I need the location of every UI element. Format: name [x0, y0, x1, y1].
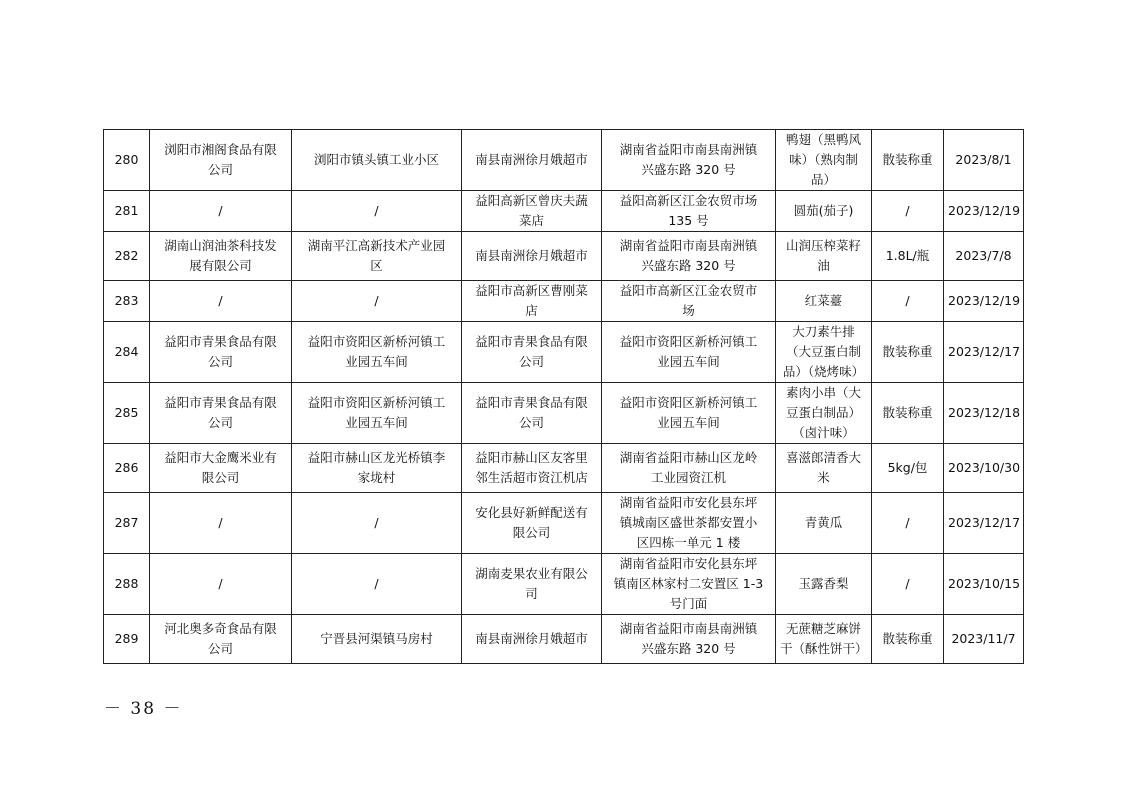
cell-date	[944, 493, 1024, 554]
cell-line: 公司	[207, 415, 233, 430]
cell-product	[776, 322, 872, 383]
cell-producer	[150, 281, 292, 322]
cell-date	[944, 281, 1024, 322]
cell-line: （卤汁味）	[792, 425, 855, 440]
cell-line: 青黄瓜	[804, 515, 843, 530]
cell-producer-address	[292, 232, 462, 281]
cell-line: 展有限公司	[189, 258, 252, 273]
cell-line: 散装称重	[882, 152, 933, 167]
cell-line: 湖南省益阳市安化县东坪	[619, 495, 758, 510]
cell-number: 283	[104, 281, 150, 322]
cell-line: 大刀素牛排	[792, 324, 855, 339]
sampling-table	[103, 129, 1024, 664]
cell-producer	[150, 554, 292, 615]
cell-line: 喜滋郎清香大	[785, 450, 861, 465]
cell-seller	[462, 281, 602, 322]
cell-producer-address	[292, 554, 462, 615]
cell-seller-address	[602, 444, 776, 493]
cell-line: 场	[682, 303, 695, 318]
cell-line: 工业园资江机	[650, 470, 726, 485]
cell-line: 散装称重	[882, 344, 933, 359]
cell-line: /	[374, 515, 379, 530]
cell-date	[944, 615, 1024, 664]
cell-spec	[872, 130, 944, 191]
table-row	[104, 232, 1024, 281]
cell-line: 湖南山润油茶科技发	[164, 238, 277, 253]
cell-line: 2023/8/1	[955, 152, 1012, 167]
cell-line: 鸭翅（黑鸭风	[785, 132, 861, 147]
cell-seller-address	[602, 232, 776, 281]
cell-line: 湖南省益阳市南县南洲镇	[619, 621, 758, 636]
cell-line: 浏阳市湘阁食品有限	[164, 142, 277, 157]
cell-producer-address	[292, 322, 462, 383]
cell-line: 2023/12/17	[948, 515, 1021, 530]
cell-seller-address	[602, 554, 776, 615]
cell-line: 益阳高新区江金农贸市场	[619, 193, 758, 208]
cell-producer-address	[292, 493, 462, 554]
cell-spec	[872, 322, 944, 383]
cell-line: 益阳市青果食品有限	[475, 395, 588, 410]
cell-line: 2023/12/19	[948, 293, 1021, 308]
cell-line: 号门面	[669, 596, 708, 611]
cell-product	[776, 493, 872, 554]
cell-producer-address	[292, 130, 462, 191]
cell-line: 公司	[207, 641, 233, 656]
cell-line: 河北奥多奇食品有限	[164, 621, 277, 636]
cell-date	[944, 322, 1024, 383]
cell-line: 益阳市高新区曹刚菜	[475, 283, 588, 298]
cell-line: 2023/7/8	[955, 248, 1012, 263]
cell-line: 2023/10/15	[948, 576, 1021, 591]
cell-line: 限公司	[201, 470, 240, 485]
cell-line: 业园五车间	[345, 415, 408, 430]
cell-product	[776, 232, 872, 281]
cell-seller-address	[602, 615, 776, 664]
cell-producer	[150, 493, 292, 554]
cell-line: 益阳市资阳区新桥河镇工	[307, 395, 446, 410]
cell-seller	[462, 191, 602, 232]
cell-line: 司	[525, 586, 538, 601]
cell-line: 益阳高新区曾庆夫蔬	[475, 193, 588, 208]
cell-line: 镇城南区盛世茶都安置小	[619, 515, 758, 530]
cell-line: 益阳市赫山区友客里	[475, 450, 588, 465]
cell-spec	[872, 444, 944, 493]
cell-line: 油	[817, 258, 830, 273]
cell-line: 山润压榨菜籽	[785, 238, 861, 253]
cell-line: 安化县好新鲜配送有	[475, 505, 588, 520]
table-row	[104, 130, 1024, 191]
cell-line: 南县南洲徐月娥超市	[475, 248, 588, 263]
cell-seller	[462, 232, 602, 281]
cell-producer	[150, 444, 292, 493]
cell-date	[944, 444, 1024, 493]
cell-line: 益阳市高新区江金农贸市	[619, 283, 758, 298]
table-row	[104, 615, 1024, 664]
cell-seller-address	[602, 281, 776, 322]
cell-line: 135 号	[668, 213, 709, 228]
cell-number: 287	[104, 493, 150, 554]
cell-line: 干（酥性饼干）	[780, 641, 868, 656]
cell-line: 家垅村	[357, 470, 396, 485]
cell-line: 湖南省益阳市安化县东坪	[619, 556, 758, 571]
cell-seller-address	[602, 130, 776, 191]
cell-line: 散装称重	[882, 631, 933, 646]
cell-line: /	[218, 203, 223, 218]
cell-producer-address	[292, 383, 462, 444]
cell-line: /	[374, 576, 379, 591]
cell-line: /	[905, 515, 910, 530]
cell-producer	[150, 322, 292, 383]
cell-number: 286	[104, 444, 150, 493]
cell-spec	[872, 281, 944, 322]
cell-number: 288	[104, 554, 150, 615]
cell-line: 素肉小串（大	[785, 385, 861, 400]
cell-line: 品）（烧烤味）	[782, 364, 865, 379]
cell-line: 益阳市资阳区新桥河镇工	[619, 395, 758, 410]
cell-date	[944, 232, 1024, 281]
table-row	[104, 322, 1024, 383]
cell-line: 益阳市赫山区龙光桥镇李	[307, 450, 446, 465]
cell-seller	[462, 444, 602, 493]
cell-line: 湖南平江高新技术产业园	[307, 238, 446, 253]
cell-product	[776, 554, 872, 615]
page-number: － 38 －	[104, 699, 183, 719]
cell-date	[944, 383, 1024, 444]
cell-product	[776, 615, 872, 664]
cell-product	[776, 191, 872, 232]
cell-line: 圆茄(茄子)	[793, 203, 854, 218]
cell-line: 浏阳市镇头镇工业小区	[313, 152, 439, 167]
table-row	[104, 554, 1024, 615]
cell-seller	[462, 493, 602, 554]
cell-line: 益阳市资阳区新桥河镇工	[307, 334, 446, 349]
cell-line: 菜店	[518, 213, 544, 228]
cell-line: 南县南洲徐月娥超市	[475, 631, 588, 646]
cell-seller-address	[602, 322, 776, 383]
cell-line: 兴盛东路 320 号	[641, 258, 736, 273]
cell-number: 282	[104, 232, 150, 281]
cell-line: 益阳市资阳区新桥河镇工	[619, 334, 758, 349]
cell-line: 邻生活超市资江机店	[475, 470, 588, 485]
cell-line: 红菜薹	[804, 293, 843, 308]
cell-line: /	[905, 576, 910, 591]
cell-line: 公司	[207, 354, 233, 369]
cell-line: 品）	[810, 172, 836, 187]
cell-number: 284	[104, 322, 150, 383]
cell-producer-address	[292, 281, 462, 322]
cell-seller-address	[602, 493, 776, 554]
cell-line: 2023/12/17	[948, 344, 1021, 359]
cell-spec	[872, 493, 944, 554]
cell-producer	[150, 232, 292, 281]
cell-line: 业园五车间	[657, 354, 720, 369]
cell-line: 业园五车间	[657, 415, 720, 430]
cell-spec	[872, 383, 944, 444]
cell-seller	[462, 130, 602, 191]
table-row	[104, 493, 1024, 554]
cell-line: 味）（熟肉制	[789, 152, 858, 167]
cell-line: 散装称重	[882, 405, 933, 420]
cell-line: 区	[370, 258, 383, 273]
cell-seller	[462, 615, 602, 664]
cell-line: 镇南区林家村二安置区 1-3	[613, 576, 764, 591]
cell-line: /	[905, 293, 910, 308]
cell-line: 湖南省益阳市南县南洲镇	[619, 142, 758, 157]
cell-line: 2023/11/7	[951, 631, 1016, 646]
cell-line: 公司	[518, 415, 544, 430]
cell-line: 区四栋一单元 1 楼	[636, 535, 741, 550]
cell-producer	[150, 130, 292, 191]
cell-producer	[150, 191, 292, 232]
cell-line: 南县南洲徐月娥超市	[475, 152, 588, 167]
cell-number: 289	[104, 615, 150, 664]
cell-product	[776, 383, 872, 444]
cell-line: 益阳市大金鹰米业有	[164, 450, 277, 465]
cell-line: /	[374, 293, 379, 308]
cell-line: 兴盛东路 320 号	[641, 641, 736, 656]
table-row	[104, 191, 1024, 232]
cell-line: 豆蛋白制品）	[785, 405, 861, 420]
cell-spec	[872, 232, 944, 281]
cell-line: /	[218, 293, 223, 308]
cell-line: 米	[817, 470, 830, 485]
cell-seller	[462, 554, 602, 615]
cell-spec	[872, 615, 944, 664]
table-row	[104, 444, 1024, 493]
cell-product	[776, 444, 872, 493]
cell-line: 2023/12/18	[948, 405, 1021, 420]
cell-date	[944, 554, 1024, 615]
cell-line: 湖南麦果农业有限公	[475, 566, 588, 581]
cell-line: 店	[525, 303, 538, 318]
cell-line: 5kg/包	[887, 460, 928, 475]
cell-producer-address	[292, 444, 462, 493]
cell-line: 益阳市青果食品有限	[164, 395, 277, 410]
cell-producer-address	[292, 615, 462, 664]
cell-line: 1.8L/瓶	[885, 248, 930, 263]
cell-line: 2023/12/19	[948, 203, 1021, 218]
cell-date	[944, 191, 1024, 232]
cell-number: 280	[104, 130, 150, 191]
cell-line: 兴盛东路 320 号	[641, 162, 736, 177]
cell-line: 业园五车间	[345, 354, 408, 369]
cell-product	[776, 130, 872, 191]
cell-line: 限公司	[512, 525, 551, 540]
cell-number: 285	[104, 383, 150, 444]
cell-line: 2023/10/30	[948, 460, 1021, 475]
cell-line: 公司	[207, 162, 233, 177]
cell-line: /	[218, 576, 223, 591]
cell-line: /	[374, 203, 379, 218]
cell-line: 无蔗糖芝麻饼	[785, 621, 861, 636]
cell-seller	[462, 383, 602, 444]
cell-line: 益阳市青果食品有限	[164, 334, 277, 349]
cell-line: /	[905, 203, 910, 218]
cell-line: 宁晋县河渠镇马房村	[320, 631, 433, 646]
cell-line: /	[218, 515, 223, 530]
cell-line: 玉露香梨	[798, 576, 849, 591]
cell-producer	[150, 615, 292, 664]
cell-line: 益阳市青果食品有限	[475, 334, 588, 349]
cell-producer-address	[292, 191, 462, 232]
cell-number: 281	[104, 191, 150, 232]
cell-product	[776, 281, 872, 322]
table-row	[104, 383, 1024, 444]
cell-seller-address	[602, 383, 776, 444]
cell-line: 湖南省益阳市赫山区龙岭	[619, 450, 758, 465]
cell-spec	[872, 191, 944, 232]
cell-line: 湖南省益阳市南县南洲镇	[619, 238, 758, 253]
cell-line: 公司	[518, 354, 544, 369]
table-row	[104, 281, 1024, 322]
cell-line: （大豆蛋白制	[785, 344, 861, 359]
cell-date	[944, 130, 1024, 191]
cell-seller-address	[602, 191, 776, 232]
cell-seller	[462, 322, 602, 383]
cell-spec	[872, 554, 944, 615]
cell-producer	[150, 383, 292, 444]
